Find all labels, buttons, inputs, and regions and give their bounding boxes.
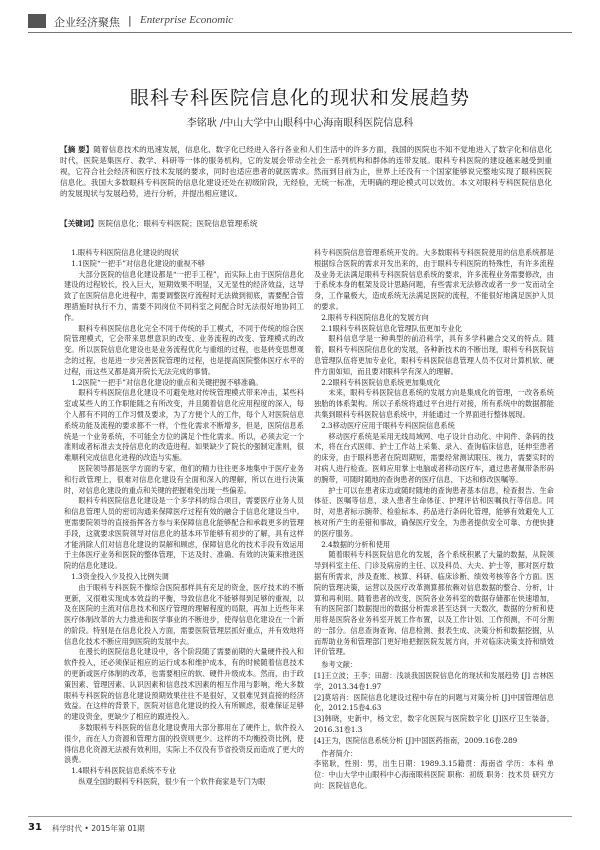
keywords-label: 【关键词】 [60,219,98,228]
reference-heading: 作者简介： [321,748,358,758]
reference-entry: 李铭耿，性别：男，出生日期：1989.3.15籍贯：海南省 学历：本科 单位：中山大学中山眼科中心海南眼科医院 职称：初级 职务：技术员 研究方向：医院信息化。 [314,759,554,791]
article-author: 李铭耿 /中山大学中山眼科中心海南眼科医院信息科 [186,118,414,129]
reference-entry: [3]韩晓，史新中，杨文宏，数字化医院与医院数字化 [J]医疗卫生装备，2016.31卷1.3 [314,714,554,735]
section-heading: 2.2眼科专科医院信息系统更加集成化 [321,377,441,387]
body-paragraph: 大部分医院的信息化建设都是“一把手工程”，而实际上由于医院信息化建设的过程较长，投入巨大，短期效果不明显，又无显性的经济效益，这导致了在医院信息化进程中，需要调整医疗流程时无法做到彻底，需要配合管理措施时执行不力，需要不同岗位不同科室之间配合时无法很好地协同工作。 [64,269,304,322]
section-heading: 2.眼科专科医院信息化的发展方向 [321,312,429,322]
header-rule [28,32,572,33]
section-name-cn: 企业经济聚焦 [54,16,120,29]
body-paragraph: 纵观全国的眼科专科医院，很少有一个软件商家是专门为眼 [78,777,266,787]
section-heading: 1.1医院“一把手”对信息化建设的重视不够 [71,258,205,268]
reference-entry: [1]王立波；王李；田甜：浅谈我国医院信息化的现状和发展趋势 [J] 吉林医学，2013.34卷1.97 [314,671,554,691]
page-number: 31 [28,822,42,833]
section-heading: 1.4眼科专科医院信息系统不专业 [71,766,177,776]
abstract-label: 【摘 要】 [60,145,94,154]
body-paragraph: 医院领导都是医学方面的专家，他们的精力往往更多地集中于医疗业务和行政管理上，很难对信息化建设有全面和深入的理解，所以在进行决策时，对信息化建设的重点和关键的把握难免出现一些偏差。 [64,463,304,495]
journal-source: 科学时代 • 2015年第 01期 [52,824,145,833]
page-footer [28,816,572,838]
body-paragraph: 眼科信息学是一种典型的前沿科学，具有多学科融合交叉的特点。随着，眼科专科医院信息化的发展，各种新技术的不断出现，眼科专科医院信息管理队伍将更加专业化，眼科专科医院信息管理人员不仅对计算机软、硬件方面如知，而且要对眼科学有深入的理解。 [314,334,554,376]
body-paragraph: 多数眼科专科医院的信息化建设费用大部分都用在了硬件上，软件投入很少，而在人力资源和管理方面的投资则更少。这样的不均衡投资比例，使得信息化资源无法被有效利用，实际上不仅没有节省投资反而造成了更大的浪费。 [64,723,304,765]
section-heading: 2.4数据的分析和使用 [321,539,391,549]
reference-entry: [2]莫培肖：医院信息化建设过程中存在的问题与对策分析 [J]中国管理信息化，2012.15卷4.63 [314,692,554,713]
reference-entry: [4]王为，医院信息系统分析 [J]中国医药指南，2009.16卷.289 [314,735,518,745]
section-heading: 2.3移动医疗应用于眼科专科医院信息系统 [321,420,455,430]
page-header [28,10,572,34]
body-column-left [64,248,304,788]
body-paragraph: 眼科专科医院信息化建设是一个多学科的综合项目，需要医疗业务人员和信息管理人员的密切沟通来保障医疗过程有效的融合于信息化建设当中。更需要院领导的直接指挥各方参与来保障信息化能够配合和承载更多的管理手段，这就要求医院领导对信息化的基本环节能够有初步的了解，具有这样才能消除人们对信息化建设的误解和顾虑，保障信息化的技术手段有效运用于主体医疗业务和医院的整体管理，下达及时、准确、有效的决策来推进医院的信息化建设。 [64,496,304,571]
abstract [60,144,552,199]
body-column-right [314,248,554,792]
body-paragraph: 移动医疗系统是采用无线局域网、电子设计自动化、中间件、条码的技术，将在台式医师、护士工作站上采集、录入、查询临床信息，延伸至患者的床旁，由于眼科患者在院周期短，需要经常测试眼压、视力，需要实时的对病人进行检查。医师应用掌上电脑或者移动医疗车，通过患者佩带条形码的腕带，可随时随地的查询患者的医疗信息，下达和修改医嘱等。 [314,431,554,484]
reference-heading: 参考文献： [321,660,358,670]
section-heading: 1.3资金投入少及投入比例失调 [71,571,169,581]
body-paragraph: 科专科医院信息管理系统开发的。大多数眼科专科医院使用的信息系统都是根据综合医院的需求开发出来的，由于眼科专科医院的特殊性，有许多流程及业务无法满足眼科专科医院信息系统的要求，许多流程业务需要修改，由于系统本身的框架及设计思路问题，有些需求无法修改或者一步一发而动全身，工作量极大，造成系统无法满足医院的流程，不能很好地满足医护人员的要求。 [314,248,554,311]
article-title: 眼科专科医院信息化的现状和发展趋势 [129,87,470,109]
footer-rule [28,816,572,817]
body-paragraph: 未来，眼科专科医院信息系统的发展方向是集成化的管理，一改各系统独胎的体系架构。所以子系统将通过平台进行对接，所有系统中的数据都能共集到眼科专科医院信息系统中，并能通过一个界面进行整体展现。 [314,388,554,419]
body-paragraph: 在漫长的医院信息化建设中，各个阶段随了需要前期的大量硬件投入和软件投入，还必须保证相应的运行成本和维护成本，有的时候随着信息技术的更新或医疗体制的改革，也需要相应的软、硬件升级成本。然而，由于政策因素、管理因素、认识因素和信息技术因素的相互作用与影响，绝大多数眼科专科医院的信息化建设预期效果往往不是很好，又很难见到直接的经济效益。在这样的背景下，医院对信息化建设的投入有所顾虑，很难保证足够的建设资金，更缺少了相应的跟进投入。 [64,647,304,722]
section-heading: 2.1眼科专科医院信息化管理队伍更加专业化 [321,323,462,333]
body-paragraph: 护士可以在患者床边或随时随地的查询患者基本信息，检查报告、生命体征、医嘱等信息，录入患者生命体征、护理评估和医嘱执行等信息。同时，对患者标示腕带、检验标本、药品进行条码化管理，能够有效避免人工核对所产生的差错和事故，确保医疗安全，为患者提供安全可靠、方便快捷的医疗服务。 [314,485,554,538]
abstract-text: 随着信息技术的迅速发展，信息化、数字化已经进入各行各业和人们生活中的许多方面，我国的医院也不知不觉地进入了数字化和信息化时代，医院是集医疗、教学、科研等一体的服务机构，它的发展会带动全社会一系列机构和群体的连带发展。眼科专科医院的建设越来越受到重视，它符合社会经济和医疗技术发展的要求，同时也适应患者的就医需求。然而到目前为止，世界上还没有一个国家能够说完整地实现了眼科医院信息化。我国大多数眼科专科医院的信息化建设还处在初级阶段，无经验，无统一标准，无明确的理论模式可以效仿。本文对眼科专科医院信息化的发展现状与发展趋势，进行分析，并提出相应建议。 [60,145,552,198]
body-paragraph: 眼科专科医院信息化完全不同于传统的手工模式，不同于传统的综合医院管理模式，它会带来思想意识的改变、业务流程的改变、管理模式的改变。所以医院信息化建设也是业务流程优化与重组的过程，也是转变思想观念的过程，也是进一步完善医院管理的过程，也是提高医院整体医疗水平的过程，而这些又都是离开院长无法完成的事情。 [64,323,304,376]
section-heading: 1.2医院“一把手”对信息化建设的重点和关键把握不够准确。 [71,377,263,387]
body-paragraph: 随着眼科专科医院信息化的发展，各个系统积累了大量的数据，从院领导到科室主任、门诊及病房的主任、以及科员、大夫、护士等，都对医疗数据有所需求，涉及查账、核算、科研、临床诊断、绩效考核等各个方面。医院的管理决策，运营以及医疗改革测算都依赖对信息数据的整合、分析，计算和再利用。随着患者的改变，医院各业务科室的数据存储都在快速增加，有的医院部门数据提出的数据分析需求甚至达到一天数次，数据的分析和使用将是医院各业务科室开展工作布置，以及工作计划、工作预测，不可分割的一部分。信息查询查询、信息检测、报表生成、决策分析和数据挖掘，从而帮助业务和管理部门更好地把握医院发展方向，并对临床决策支持和绩效评价管理。 [314,550,554,657]
keywords-text: 医院信息化；眼科专科医院；医院信息管理系统 [97,219,258,228]
body-paragraph: 眼科专科医院信息化建设不可避免地对传统管理模式带来冲击，某些科室或某些人的工作职能随之有所改变，并且随着信息化应用程度的深入，每个人都有不同的工作习惯及要求，为了方便个人的工作，每个人对医院信息系统功能及流程的要求都不一样，个性化需求不断增多，但是，医院信息系统是一个业务系统，不可能全方位的满足个性化需求。所以，必须去定一个准则或者标准去支持信息化的改造进程。如果缺少了院长的强制定准则，很难顺利完成信息化进程的改造与实施。 [64,388,304,463]
section-name-en: Enterprise Economic [140,14,234,26]
header-marker-bar [28,14,46,28]
body-paragraph: 由于眼科专科医院不像综合医院那样具有充足的资金，医疗技术的不断更新，又很难实现成本效益的平衡，导致信息化不能够得到足够的重视，以及在医院的主流对信息技术和医疗管理的理解程度的局限，再加上近些年来医疗体制改革的大力推进和医学事业的不断进步，使得信息化建设在一个新的阶段。特别是在信息化投入方面，需要医院管理层抓好重点，并有效地将信息化技术不断应用到医院的发展中去。 [64,582,304,646]
section-heading: 1.眼科专科医院信息化建设的现状 [71,248,179,257]
keywords [60,218,552,229]
header-separator: | [128,14,132,27]
